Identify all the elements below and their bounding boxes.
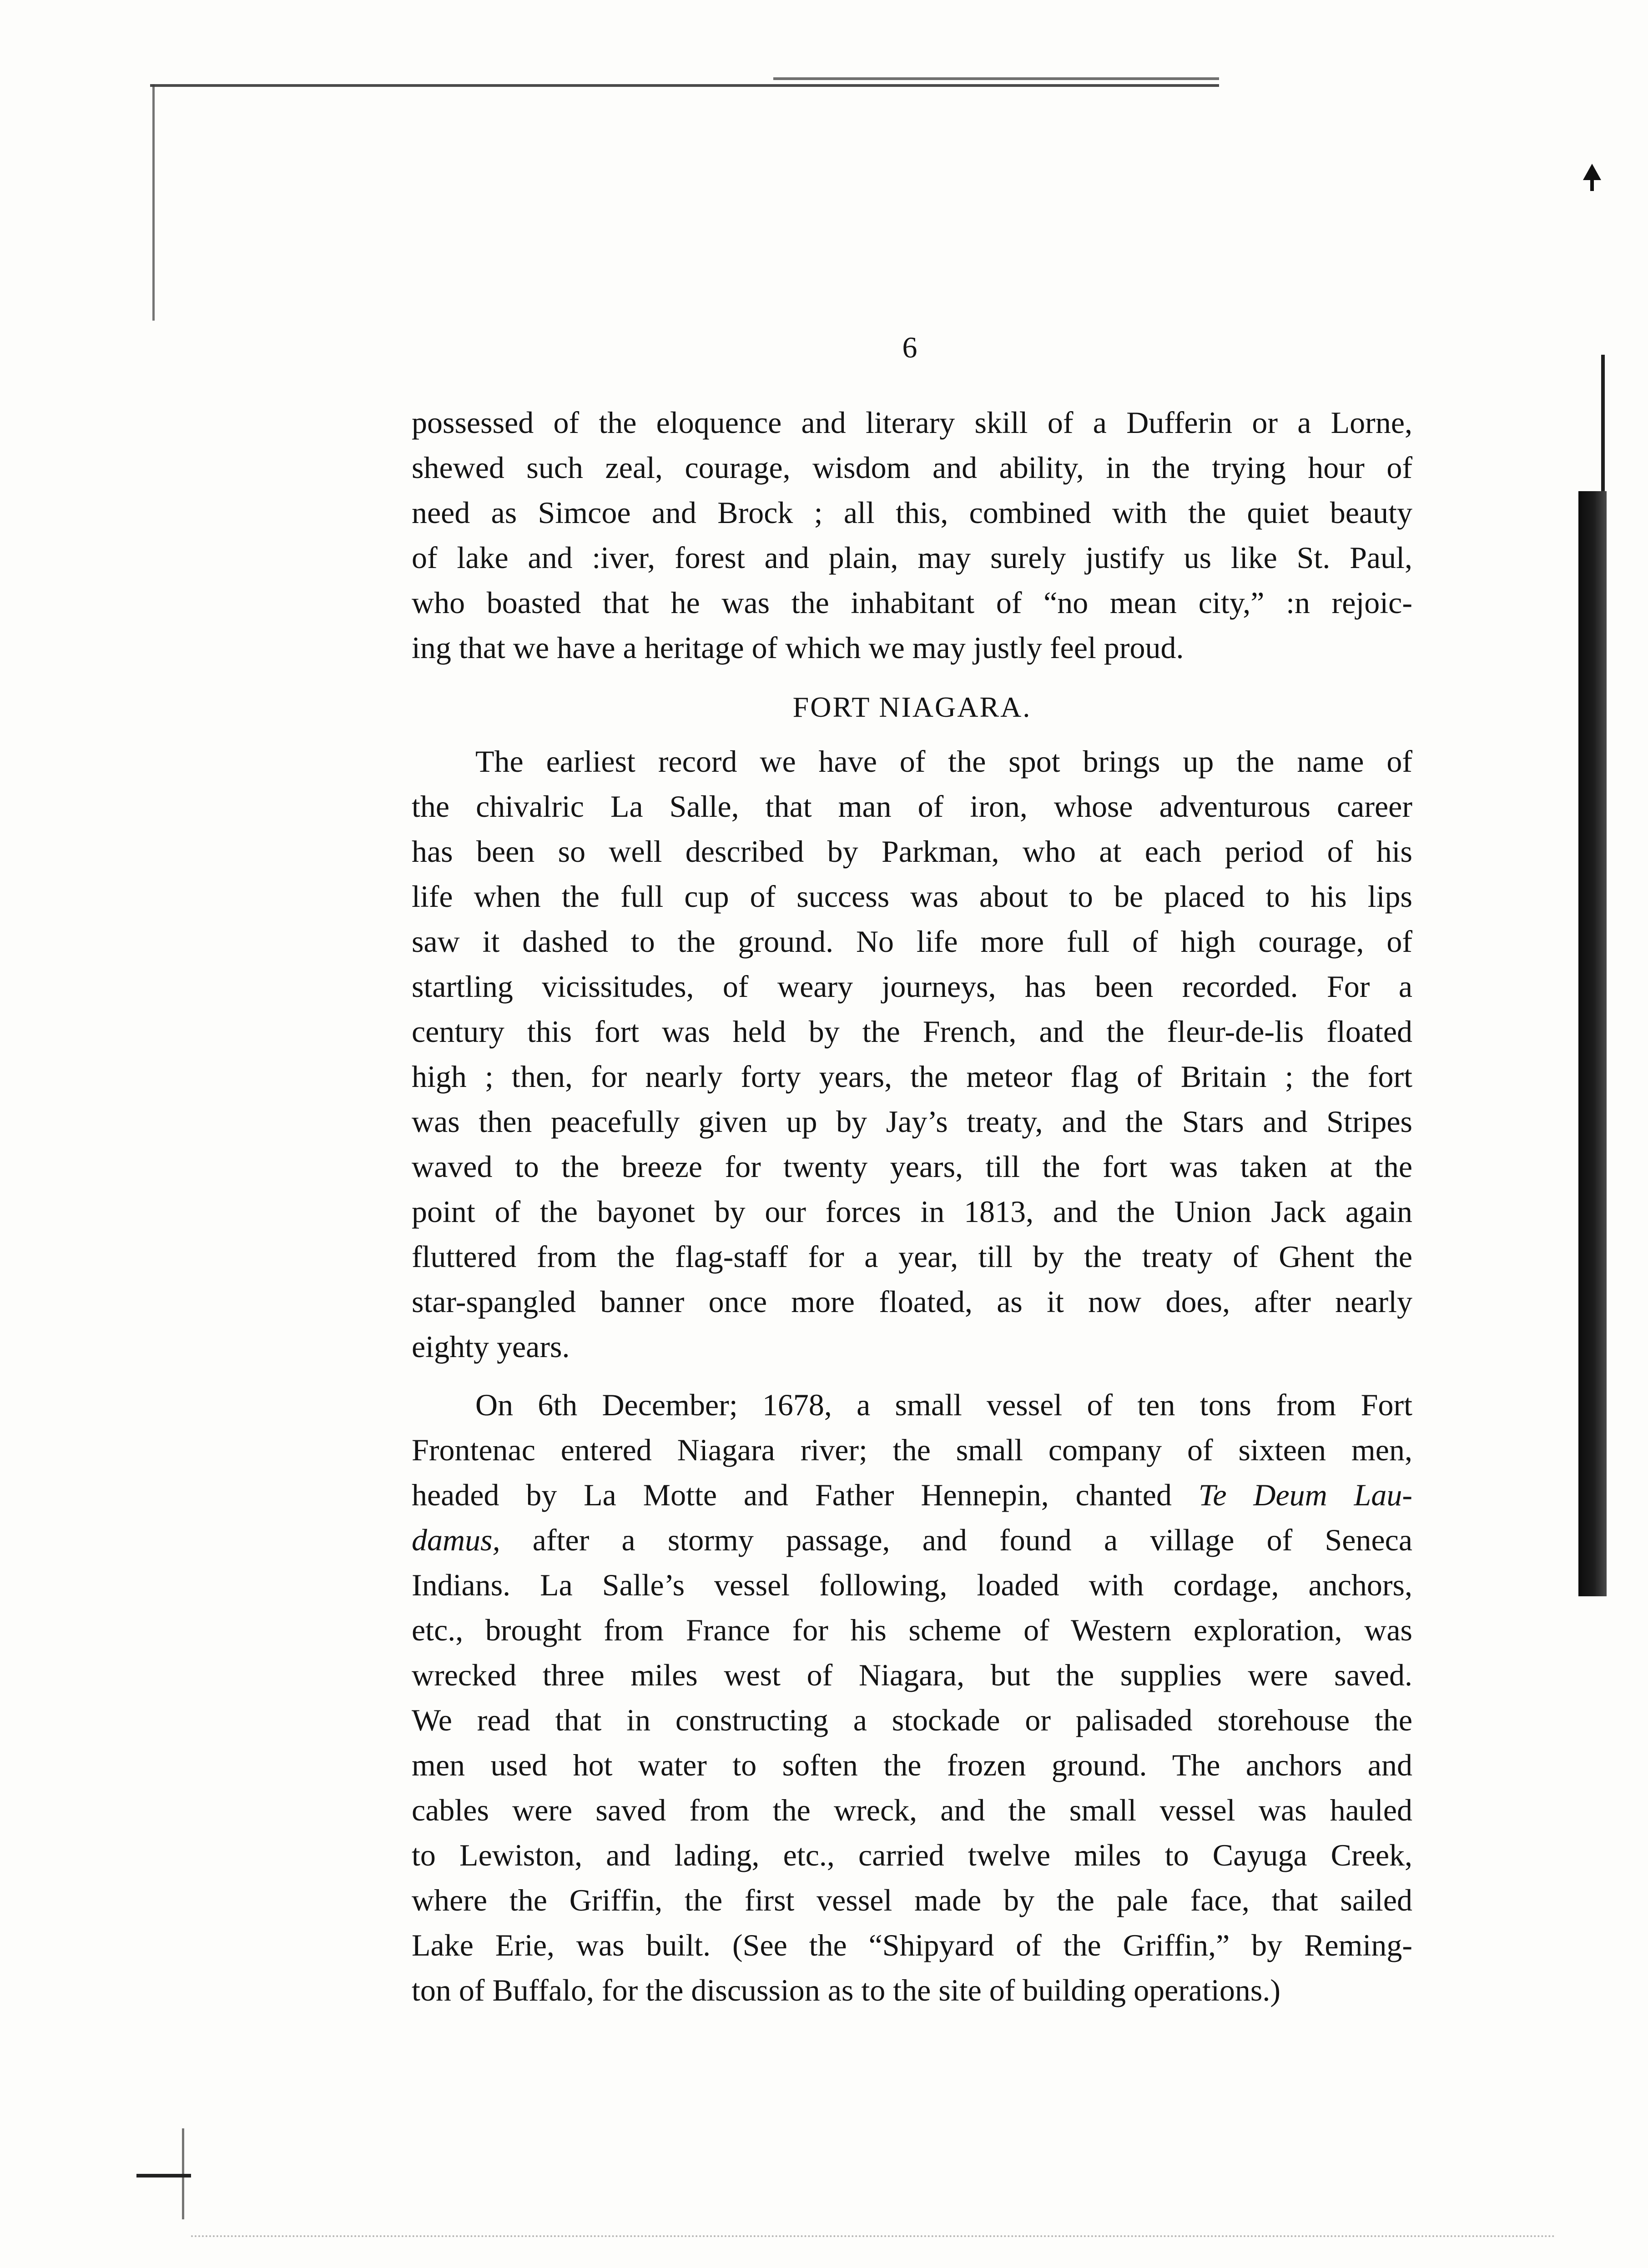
- page-number: 6: [902, 331, 917, 364]
- latin-title: Te Deum Lau-: [1198, 1478, 1412, 1512]
- text-line: need as Simcoe and Brock ; all this, combined with the quiet beauty: [412, 495, 1412, 530]
- text-line: ing that we have a heritage of which we may justly feel proud.: [412, 630, 1184, 665]
- text-line: Lake Erie, was built. (See the “Shipyard of the Griffin,” by Reming-: [412, 1928, 1412, 1962]
- binding-edge-top: [1601, 355, 1605, 491]
- text-line: saw it dashed to the ground. No life more full of high courage, of: [412, 924, 1412, 959]
- text-line: etc., brought from France for his scheme of Western exploration, was: [412, 1613, 1412, 1647]
- text-line: star-spangled banner once more floated, as it now does, after nearly: [412, 1284, 1412, 1319]
- text-line: who boasted that he was the inhabitant of “no mean city,” :n rejoic-: [412, 585, 1412, 620]
- text-line: Frontenac entered Niagara river; the small company of sixteen men,: [412, 1433, 1412, 1467]
- text-line: We read that in constructing a stockade or palisaded storehouse the: [412, 1703, 1412, 1737]
- text-line: Indians. La Salle’s vessel following, loaded with cordage, anchors,: [412, 1568, 1412, 1602]
- scan-frame-top: [150, 84, 1219, 87]
- text-line: possessed of the eloquence and literary skill of a Dufferin or a Lorne,: [412, 405, 1412, 440]
- intro-paragraph: [412, 400, 1412, 670]
- binding-edge: [1578, 491, 1607, 1596]
- text-line: shewed such zeal, courage, wisdom and ability, in the trying hour of: [412, 450, 1412, 485]
- text-line: fluttered from the flag-staff for a year, till by the treaty of Ghent the: [412, 1239, 1412, 1274]
- section-heading: FORT NIAGARA.: [792, 691, 1032, 723]
- binding-mark: [1583, 164, 1601, 191]
- scan-frame-top-shadow: [773, 77, 1219, 80]
- text-line: ton of Buffalo, for the discussion as to the site of building operations.): [412, 1973, 1281, 2007]
- text-run: after a stormy passage, and found a village of Seneca: [500, 1523, 1412, 1557]
- text-line: [412, 1473, 1412, 1518]
- text-line: On 6th December; 1678, a small vessel of ten tons from Fort: [475, 1388, 1412, 1422]
- text-line: life when the full cup of success was about to be placed to his lips: [412, 879, 1412, 914]
- text-line: has been so well described by Parkman, who at each period of his: [412, 834, 1412, 869]
- latin-title: damus,: [412, 1523, 500, 1557]
- text-line: waved to the breeze for twenty years, till the fort was taken at the: [412, 1149, 1412, 1184]
- scan-frame-left: [152, 84, 155, 321]
- text-line: where the Griffin, the first vessel made by the pale face, that sailed: [412, 1883, 1412, 1917]
- scan-frame-foot: [136, 2174, 191, 2177]
- text-line: of lake and :iver, forest and plain, may surely justify us like St. Paul,: [412, 540, 1412, 575]
- text-line: The earliest record we have of the spot brings up the name of: [475, 744, 1412, 779]
- text-line: century this fort was held by the French, and the fleur-de-lis floated: [412, 1014, 1412, 1049]
- text-line: was then peacefully given up by Jay’s treaty, and the Stars and Stripes: [412, 1104, 1412, 1139]
- paragraph-1678-voyage: [412, 1383, 1412, 2013]
- text-line: eighty years.: [412, 1329, 570, 1364]
- text-line: the chivalric La Salle, that man of iron, whose adventurous career: [412, 789, 1412, 824]
- paragraph-fort-history: [412, 739, 1412, 1369]
- text-line: cables were saved from the wreck, and the small vessel was hauled: [412, 1793, 1412, 1827]
- text-line: wrecked three miles west of Niagara, but the supplies were saved.: [412, 1658, 1412, 1692]
- scan-bottom-edge: [191, 2235, 1556, 2237]
- text-line: point of the bayonet by our forces in 1813, and the Union Jack again: [412, 1194, 1412, 1229]
- text-run: headed by La Motte and Father Hennepin, chanted: [412, 1478, 1199, 1512]
- text-line: men used hot water to soften the frozen ground. The anchors and: [412, 1748, 1412, 1782]
- text-line: to Lewiston, and lading, etc., carried twelve miles to Cayuga Creek,: [412, 1838, 1412, 1872]
- text-line: [412, 1518, 1412, 1563]
- text-line: startling vicissitudes, of weary journeys, has been recorded. For a: [412, 969, 1412, 1004]
- text-line: high ; then, for nearly forty years, the meteor flag of Britain ; the fort: [412, 1059, 1412, 1094]
